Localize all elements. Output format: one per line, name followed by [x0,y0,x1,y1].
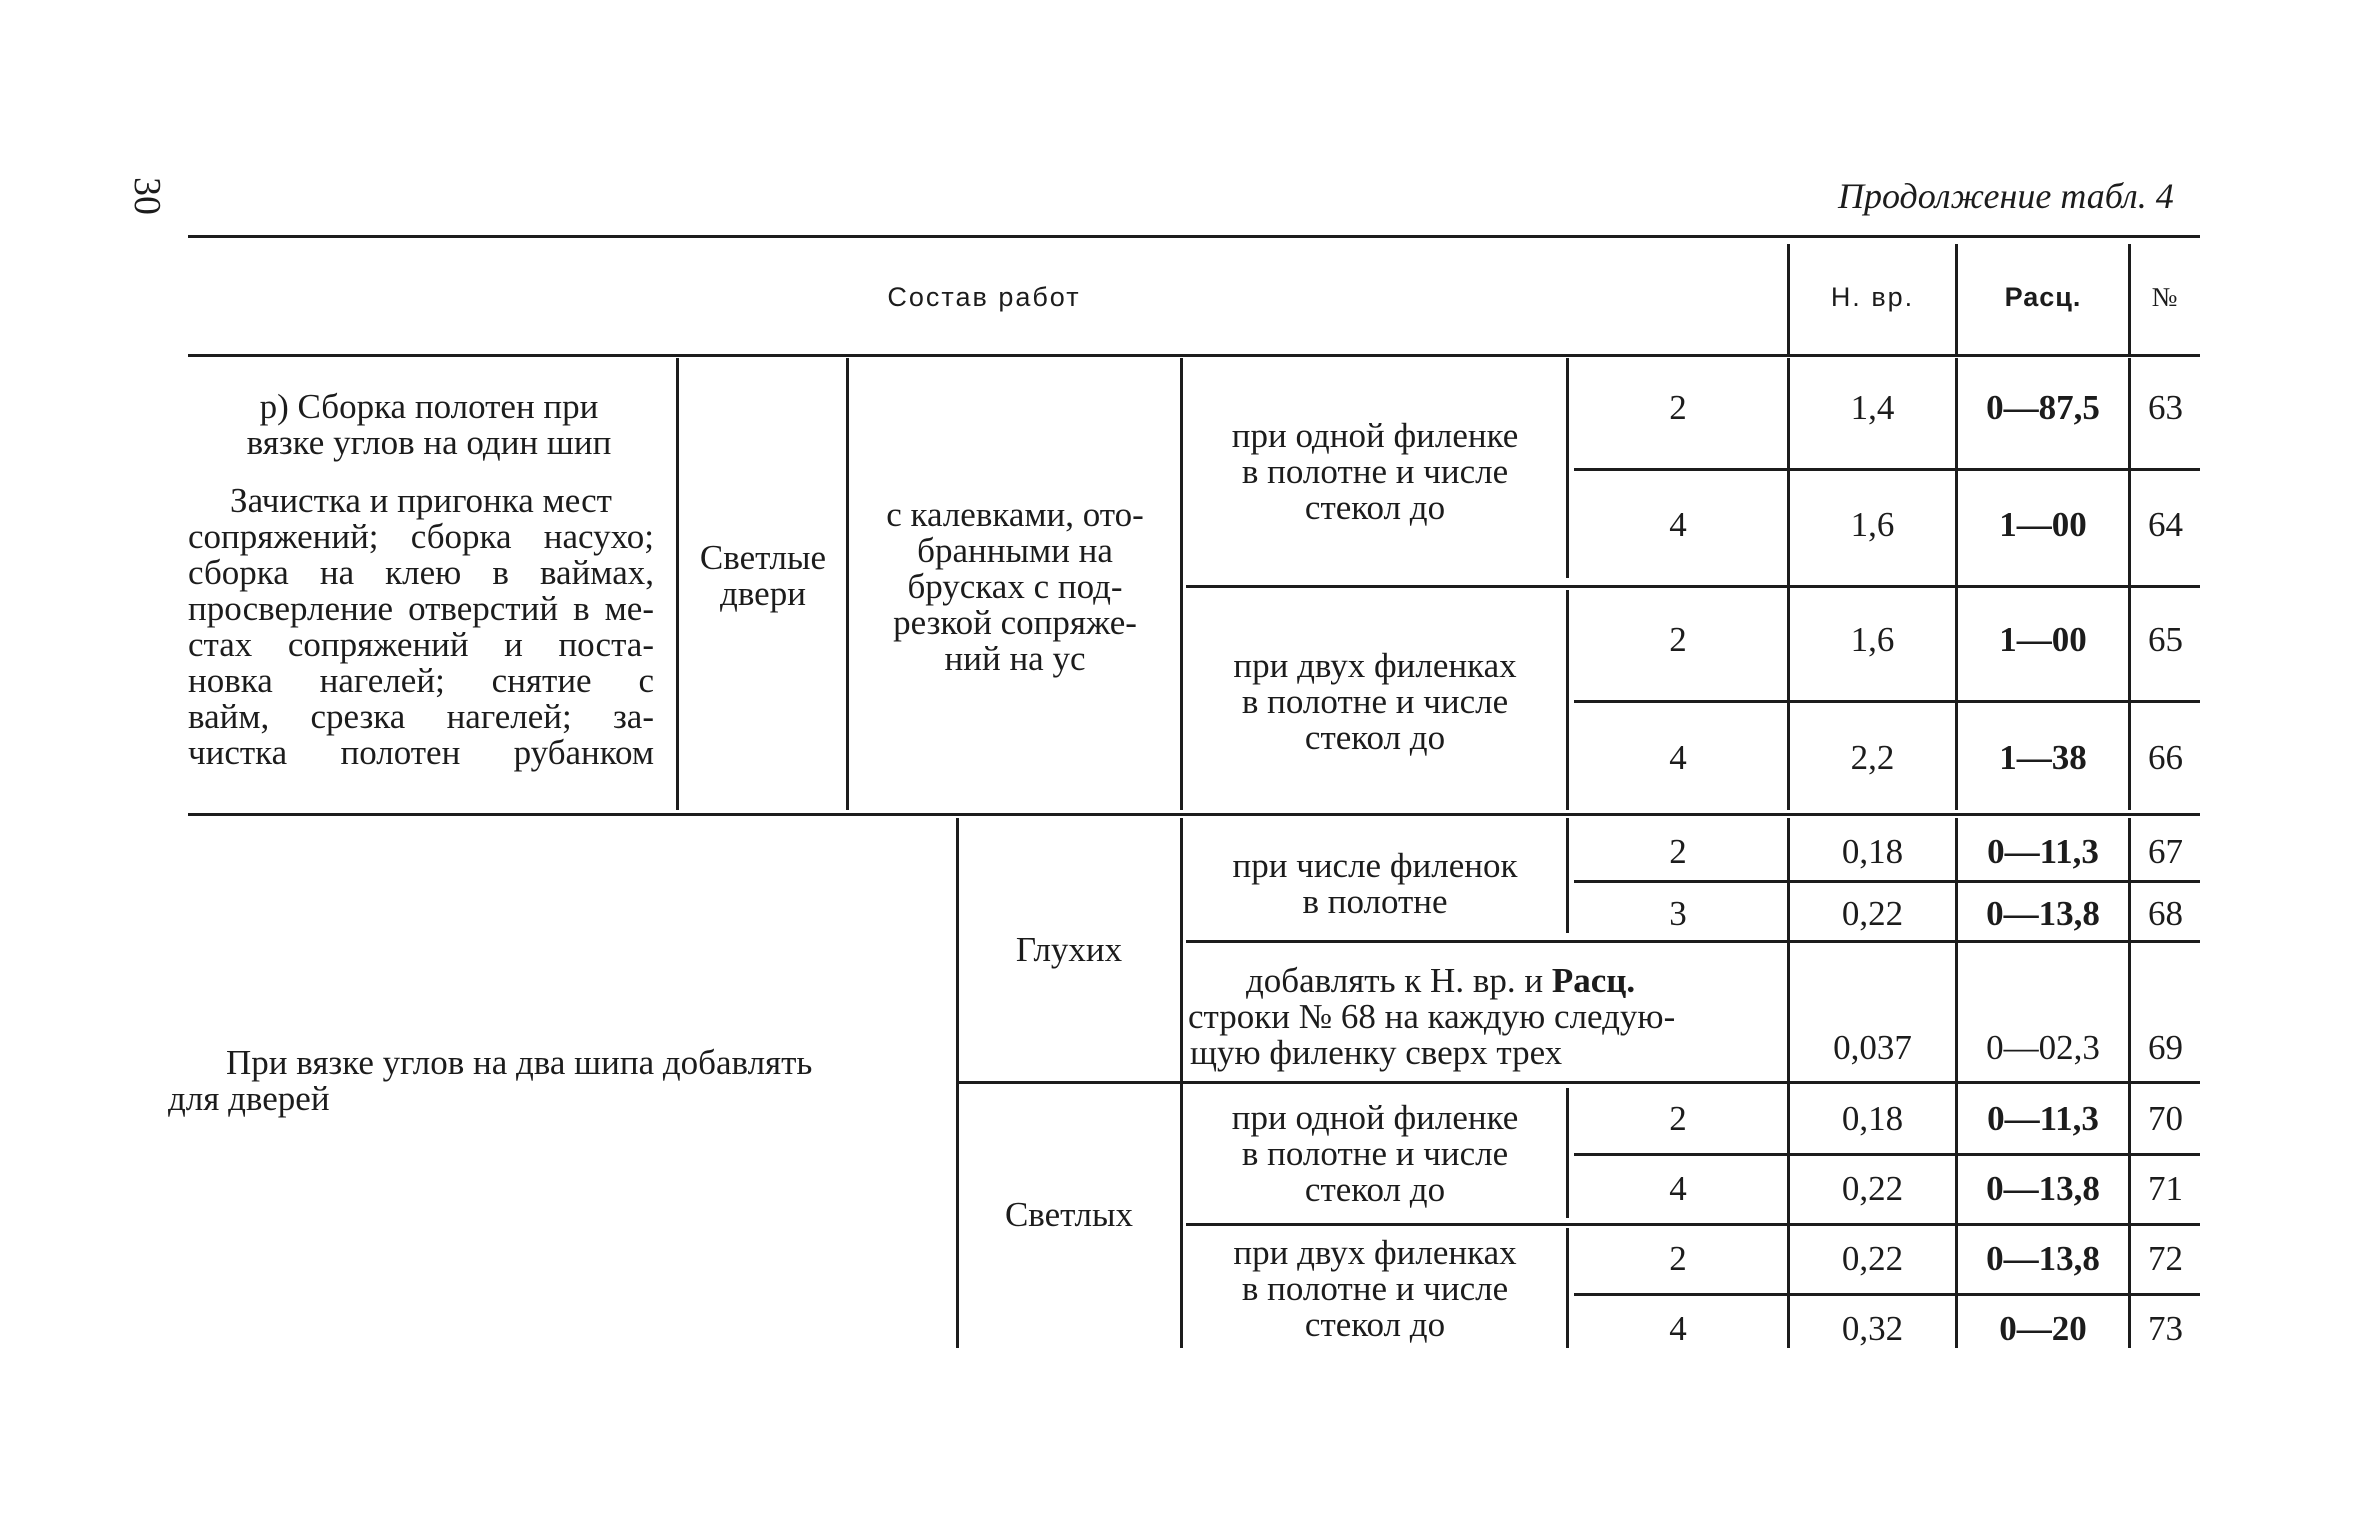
rate-cell: 1—38 [1999,738,2087,777]
time-cell: 0,037 [1833,1028,1912,1067]
no-cell: 65 [2148,620,2183,659]
group-two-panels: при двух филенках в полотне и числе стекол до [1233,646,1517,757]
header-composition: Состав работ [887,282,1081,312]
two-tenons-title: При вязке углов на два шипа добавлять для дверей [168,1043,813,1118]
page-number: 30 [126,177,168,215]
rate-cell: 0—13,8 [1986,894,2100,933]
time-cell: 0,18 [1841,832,1904,871]
profile-description: с калевками, ото- бранными на брусках с под- резкой сопряже- ний на ус [886,495,1144,678]
time-cell: 2,2 [1850,738,1895,777]
qty-cell: 4 [1669,505,1687,544]
no-cell: 70 [2148,1099,2183,1138]
continuation-caption: Продолжение табл. 4 [1838,176,2174,216]
no-cell: 67 [2148,832,2183,871]
time-cell: 0,32 [1841,1309,1904,1348]
time-cell: 0,22 [1841,894,1904,933]
time-cell: 0,22 [1841,1169,1904,1208]
header-number: № [2151,282,2180,312]
rate-cell: 0—02,3 [1986,1028,2100,1067]
qty-cell: 2 [1669,1099,1687,1138]
no-cell: 71 [2148,1169,2183,1208]
rate-cell: 0—11,3 [1987,1099,2099,1138]
no-cell: 69 [2148,1028,2183,1067]
rate-cell: 1—00 [1999,620,2087,659]
time-cell: 0,18 [1841,1099,1904,1138]
glazed-group-two: при двух филенках в полотне и числе стекол до [1233,1233,1517,1344]
group-one-panel: при одной филенке в полотне и числе стекол до [1231,416,1519,527]
time-cell: 1,4 [1850,388,1895,427]
no-cell: 64 [2148,505,2183,544]
no-cell: 66 [2148,738,2183,777]
blind-doors-label: Глухих [1015,930,1123,969]
glazed-group-one: при одной филенке в полотне и числе стекол до [1231,1098,1519,1209]
time-cell: 1,6 [1850,505,1895,544]
qty-cell: 2 [1669,388,1687,427]
qty-cell: 2 [1669,620,1687,659]
qty-cell: 3 [1669,894,1687,933]
qty-cell: 2 [1669,1239,1687,1278]
rate-cell: 0—11,3 [1987,832,2099,871]
rate-cell: 0—20 [1999,1309,2087,1348]
door-type-light: Светлые двери [699,538,827,613]
time-cell: 1,6 [1850,620,1895,659]
qty-cell: 4 [1669,1169,1687,1208]
header-rate: Расц. [2004,282,2082,312]
rate-cell: 0—87,5 [1986,388,2100,427]
qty-cell: 4 [1669,1309,1687,1348]
no-cell: 63 [2148,388,2183,427]
add-note: добавлять к Н. вр. и Расц. строки № 68 на каждую следую- щую филенку сверх трех [1188,961,1676,1072]
rate-cell: 1—00 [1999,505,2087,544]
section-r-title: р) Сборка полотен при вязке углов на один шип [246,387,612,462]
no-cell: 68 [2148,894,2183,933]
blind-group: при числе филенок в полотне [1232,846,1518,921]
rate-cell: 0—13,8 [1986,1239,2100,1278]
no-cell: 73 [2148,1309,2183,1348]
rate-cell: 0—13,8 [1986,1169,2100,1208]
qty-cell: 2 [1669,832,1687,871]
section-r-description: Зачистка и пригонка мест сопряжений; сборка насухо; сборка на клею в ваймах, просверление отверстий в ме- стах сопряжений и поста- новка нагелей; снятие с вайм, срезка нагелей; за- чистка полотен рубанком [188,481,654,772]
glazed-doors-label: Светлых [1004,1195,1134,1234]
header-time-norm: Н. вр. [1830,282,1915,312]
no-cell: 72 [2148,1239,2183,1278]
qty-cell: 4 [1669,738,1687,777]
time-cell: 0,22 [1841,1239,1904,1278]
